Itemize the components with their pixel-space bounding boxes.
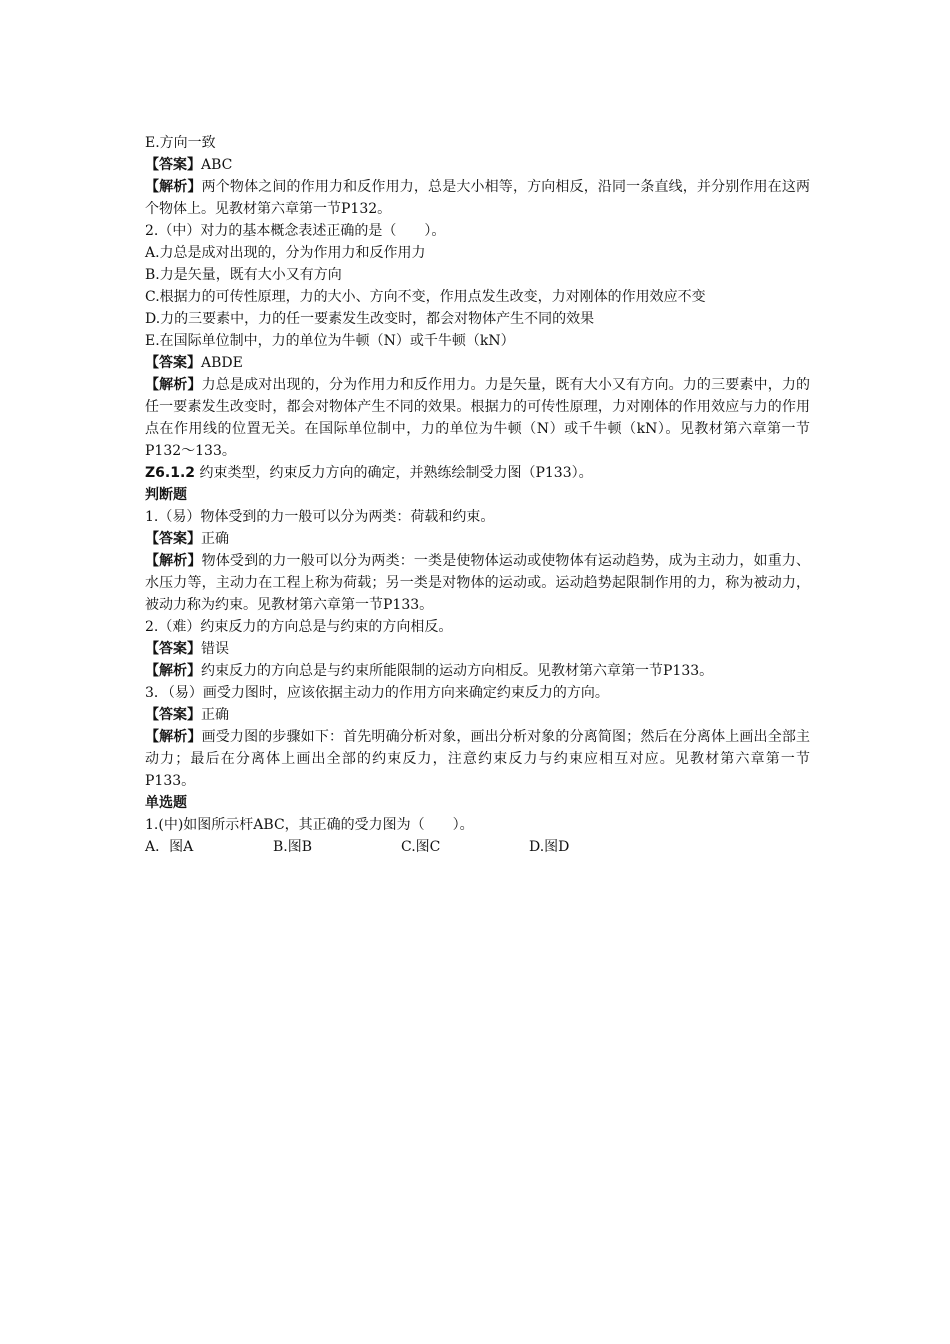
- option-d: D.图D: [529, 839, 570, 855]
- analysis-paragraph: [145, 660, 810, 682]
- single-heading: 单选题: [145, 795, 187, 811]
- option-e: E.方向一致: [145, 135, 216, 151]
- question-stem: 2.（难）约束反力的方向总是与约束的方向相反。: [145, 619, 453, 635]
- option-c: C.图C: [401, 839, 441, 855]
- analysis-tag: 【解析】: [145, 377, 202, 393]
- option-e: E.在国际单位制中，力的单位为牛顿（N）或千牛顿（kN）: [145, 333, 515, 349]
- analysis-text: 约束反力的方向总是与约束所能限制的运动方向相反。见教材第六章第一节P133。: [201, 663, 714, 679]
- section-heading: [145, 462, 810, 484]
- analysis-text: 力总是成对出现的，分为作用力和反作用力。力是矢量，既有大小又有方向。力的三要素中，力的任一要素发生改变时，都会对物体产生不同的效果。根据力的可传性原理，力对刚体的作用效应与力的作用点在作用线的位置无关。在国际单位制中，力的单位为牛顿（N）或千牛顿（kN）。见教材第六章第一节P132～133。: [145, 377, 810, 459]
- analysis-paragraph: [145, 176, 810, 220]
- answer-line: [145, 154, 810, 176]
- option-b: B.图B: [273, 839, 313, 855]
- analysis-paragraph: [145, 374, 810, 462]
- question-stem: 2.（中）对力的基本概念表述正确的是（ ）。: [145, 223, 446, 239]
- answer-tag: 【答案】: [145, 707, 201, 723]
- answer-value: ABC: [201, 157, 233, 173]
- answer-tag: 【答案】: [145, 355, 201, 371]
- analysis-text: 画受力图的步骤如下：首先明确分析对象，画出分析对象的分离简图；然后在分离体上画出全部主动力；最后在分离体上画出全部的约束反力，注意约束反力与约束应相互对应。见教材第六章第一节P133。: [145, 729, 810, 789]
- document-body: [145, 132, 810, 858]
- answer-value: 正确: [201, 531, 229, 547]
- option-a: A．图A: [145, 839, 194, 855]
- option-d: D.力的三要素中，力的任一要素发生改变时，都会对物体产生不同的效果: [145, 311, 595, 327]
- analysis-text: 物体受到的力一般可以分为两类：一类是使物体运动或使物体有运动趋势，成为主动力，如重力、水压力等，主动力在工程上称为荷载；另一类是对物体的运动或。运动趋势起限制作用的力，称为被动力，被动力称为约束。见教材第六章第一节P133。: [145, 553, 810, 613]
- answer-value: 错误: [201, 641, 229, 657]
- analysis-text: 两个物体之间的作用力和反作用力，总是大小相等，方向相反，沿同一条直线，并分别作用在这两个物体上。见教材第六章第一节P132。: [145, 179, 810, 217]
- analysis-tag: 【解析】: [145, 553, 202, 569]
- question-stem: 3．（易）画受力图时，应该依据主动力的作用方向来确定约束反力的方向。: [145, 685, 609, 701]
- judge-heading: 判断题: [145, 487, 187, 503]
- analysis-tag: 【解析】: [145, 179, 202, 195]
- option-a: A.力总是成对出现的，分为作用力和反作用力: [145, 245, 426, 261]
- answer-line: [145, 704, 810, 726]
- analysis-paragraph: [145, 550, 810, 616]
- analysis-tag: 【解析】: [145, 663, 201, 679]
- options-row: [145, 836, 810, 858]
- question-stem: 1.(中)如图所示杆ABC，其正确的受力图为（ ）。: [145, 817, 474, 833]
- option-c: C.根据力的可传性原理，力的大小、方向不变，作用点发生改变，力对刚体的作用效应不变: [145, 289, 706, 305]
- section-code: Z6.1.2: [145, 465, 196, 481]
- section-title: 约束类型，约束反力方向的确定，并熟练绘制受力图（P133）。: [195, 465, 593, 481]
- answer-tag: 【答案】: [145, 157, 201, 173]
- option-b: B.力是矢量，既有大小又有方向: [145, 267, 342, 283]
- answer-value: 正确: [201, 707, 229, 723]
- answer-tag: 【答案】: [145, 531, 201, 547]
- answer-tag: 【答案】: [145, 641, 201, 657]
- analysis-paragraph: [145, 726, 810, 792]
- answer-line: [145, 352, 810, 374]
- question-stem: 1.（易）物体受到的力一般可以分为两类：荷载和约束。: [145, 509, 495, 525]
- answer-line: [145, 638, 810, 660]
- answer-value: ABDE: [201, 355, 243, 371]
- answer-line: [145, 528, 810, 550]
- analysis-tag: 【解析】: [145, 729, 202, 745]
